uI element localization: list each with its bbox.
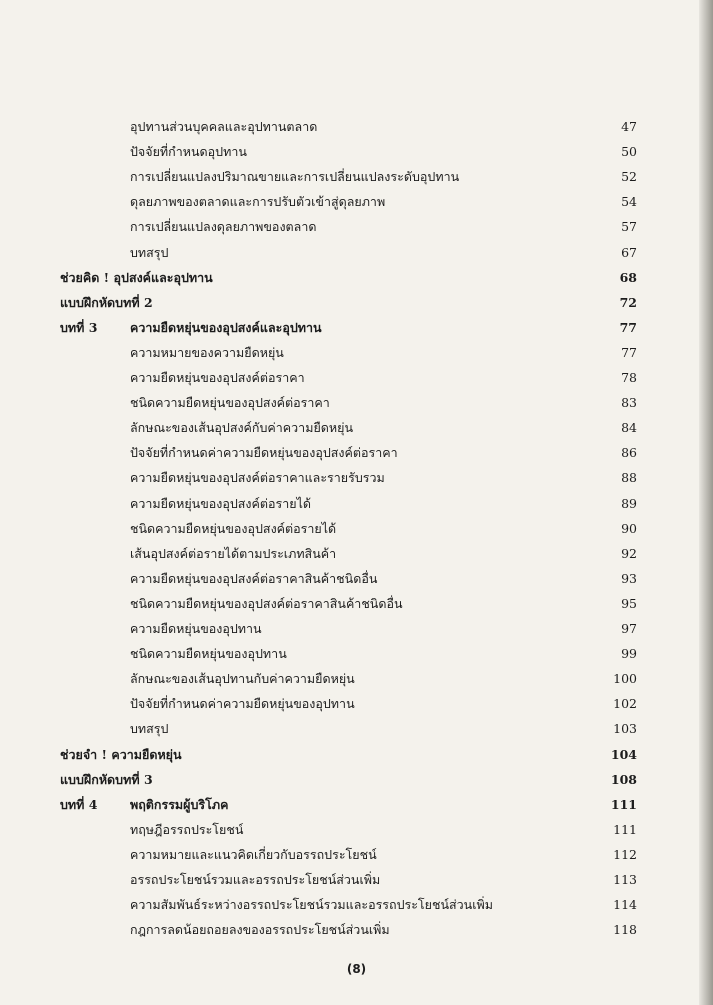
toc-entry [0, 141, 713, 163]
toc-entry-title: แบบฝึกหัดบทที่ 2 [60, 295, 153, 310]
toc-entry [0, 568, 713, 590]
toc-entry-title: ช่วยจำ ! ความยืดหยุ่น [60, 747, 182, 762]
toc-entry [0, 894, 713, 916]
toc-entry [0, 417, 713, 439]
toc-entry [0, 668, 713, 690]
toc-entry [0, 342, 713, 364]
toc-entry [0, 518, 713, 540]
toc-entry-title: เส้นอุปสงค์ต่อรายได้ตามประเภทสินค้า [130, 546, 337, 561]
toc-entry-page: 104 [610, 747, 637, 762]
toc-entry-title: แบบฝึกหัดบทที่ 3 [60, 772, 153, 787]
toc-entry [0, 794, 713, 816]
toc-entry [0, 242, 713, 264]
toc-entry-title: ช่วยคิด ! อุปสงค์และอุปทาน [60, 270, 213, 285]
toc-entry-page: 93 [621, 571, 637, 586]
toc-entry-title: ความหมายและแนวคิดเกี่ยวกับอรรถประโยชน์ [130, 847, 377, 862]
toc-entry-title: ความยืดหยุ่นของอุปสงค์ต่อรายได้ [130, 496, 311, 511]
toc-entry-page: 78 [621, 370, 637, 385]
toc-entry [0, 718, 713, 740]
toc-entry-title: ความหมายของความยืดหยุ่น [130, 345, 284, 360]
toc-entry-title: กฎการลดน้อยถอยลงของอรรถประโยชน์ส่วนเพิ่ม [130, 922, 390, 937]
toc-entry-page: 84 [621, 420, 637, 435]
toc-entry-page: 89 [621, 496, 637, 511]
toc-entry-page: 99 [621, 646, 637, 661]
toc-entry [0, 166, 713, 188]
toc-entry-title: ความยืดหยุ่นของอุปสงค์ต่อราคาสินค้าชนิดอื่น [130, 571, 378, 586]
toc-entry-page: 90 [621, 521, 637, 536]
toc-entry [0, 543, 713, 565]
toc-entry-title: ความยืดหยุ่นของอุปทาน [130, 621, 262, 636]
toc-entry-page: 92 [621, 546, 637, 561]
toc-entry-page: 54 [621, 194, 637, 209]
toc-entry-title: ทฤษฎีอรรถประโยชน์ [130, 822, 244, 837]
toc-entry-title: ลักษณะของเส้นอุปทานกับค่าความยืดหยุ่น [130, 671, 355, 686]
toc-entry [0, 643, 713, 665]
toc-entry [0, 367, 713, 389]
toc-entry-page: 100 [613, 671, 637, 686]
toc-entry [0, 819, 713, 841]
toc-entry-page: 77 [619, 320, 637, 335]
toc-entry [0, 693, 713, 715]
toc-entry-page: 57 [621, 219, 637, 234]
toc-entry [0, 919, 713, 941]
toc-entry-title: ปัจจัยที่กำหนดค่าความยืดหยุ่นของอุปสงค์ต่อราคา [130, 445, 398, 460]
toc-entry [0, 769, 713, 791]
toc-entry-page: 97 [621, 621, 637, 636]
toc-entry-title: บทสรุป [130, 245, 169, 260]
toc-entry [0, 844, 713, 866]
toc-entry-title: ลักษณะของเส้นอุปสงค์กับค่าความยืดหยุ่น [130, 420, 353, 435]
toc-entry-page: 67 [621, 245, 637, 260]
toc-entry-title: ความสัมพันธ์ระหว่างอรรถประโยชน์รวมและอรรถประโยชน์ส่วนเพิ่ม [130, 897, 493, 912]
toc-entry-title: ชนิดความยืดหยุ่นของอุปสงค์ต่อราคาสินค้าชนิดอื่น [130, 596, 403, 611]
toc-entry [0, 191, 713, 213]
toc-entry-title: ชนิดความยืดหยุ่นของอุปสงค์ต่อรายได้ [130, 521, 337, 536]
toc-entry-title: ชนิดความยืดหยุ่นของอุปทาน [130, 646, 287, 661]
toc-entry [0, 216, 713, 238]
toc-chapter-number: บทที่ 3 [60, 320, 98, 335]
toc-entry-title: การเปลี่ยนแปลงดุลยภาพของตลาด [130, 219, 317, 234]
toc-entry-page: 52 [621, 169, 637, 184]
toc-entry-page: 111 [610, 797, 637, 812]
toc-entry-page: 88 [621, 470, 637, 485]
toc-entry-page: 72 [619, 295, 637, 310]
toc-entry [0, 493, 713, 515]
toc-entry-page: 103 [613, 721, 637, 736]
toc-entry-title: ดุลยภาพของตลาดและการปรับตัวเข้าสู่ดุลยภาพ [130, 194, 386, 209]
toc-entry-page: 77 [621, 345, 637, 360]
toc-entry [0, 744, 713, 766]
toc-entry-page: 86 [621, 445, 637, 460]
toc-entry [0, 467, 713, 489]
toc-entry [0, 267, 713, 289]
toc-entry-page: 102 [613, 696, 637, 711]
toc-entry-page: 108 [610, 772, 637, 787]
toc-entry-page: 83 [621, 395, 637, 410]
toc-entry-title: ความยืดหยุ่นของอุปสงค์ต่อราคาและรายรับรวม [130, 470, 385, 485]
toc-entry [0, 442, 713, 464]
toc-entry-page: 50 [621, 144, 637, 159]
toc-entry [0, 116, 713, 138]
toc-entry-page: 112 [613, 847, 637, 862]
toc-entry [0, 869, 713, 891]
toc-entry-page: 68 [619, 270, 637, 285]
toc-entry-title: ปัจจัยที่กำหนดอุปทาน [130, 144, 247, 159]
toc-entry-title: ความยืดหยุ่นของอุปสงค์ต่อราคา [130, 370, 305, 385]
toc-entry [0, 392, 713, 414]
toc-entry-page: 111 [613, 822, 637, 837]
toc-entry [0, 618, 713, 640]
toc-entry-title: อรรถประโยชน์รวมและอรรถประโยชน์ส่วนเพิ่ม [130, 872, 381, 887]
toc-entry-title: พฤติกรรมผู้บริโภค [130, 797, 229, 812]
toc-entry-title: ชนิดความยืดหยุ่นของอุปสงค์ต่อราคา [130, 395, 330, 410]
toc-entry-page: 118 [613, 922, 637, 937]
toc-entry [0, 317, 713, 339]
toc-entry-page: 113 [613, 872, 637, 887]
toc-entry-title: ปัจจัยที่กำหนดค่าความยืดหยุ่นของอุปทาน [130, 696, 355, 711]
toc-entry-title: ความยืดหยุ่นของอุปสงค์และอุปทาน [130, 320, 322, 335]
toc-chapter-number: บทที่ 4 [60, 797, 98, 812]
toc-entry-page: 114 [613, 897, 637, 912]
toc-entry-title: บทสรุป [130, 721, 169, 736]
toc-entry-page: 95 [621, 596, 637, 611]
toc-entry [0, 593, 713, 615]
toc-entry [0, 292, 713, 314]
toc-entry-page: 47 [621, 119, 637, 134]
toc-entry-title: การเปลี่ยนแปลงปริมาณขายและการเปลี่ยนแปลงระดับอุปทาน [130, 169, 460, 184]
page-number-footer: (8) [346, 962, 367, 976]
toc-entry-title: อุปทานส่วนบุคคลและอุปทานตลาด [130, 119, 318, 134]
